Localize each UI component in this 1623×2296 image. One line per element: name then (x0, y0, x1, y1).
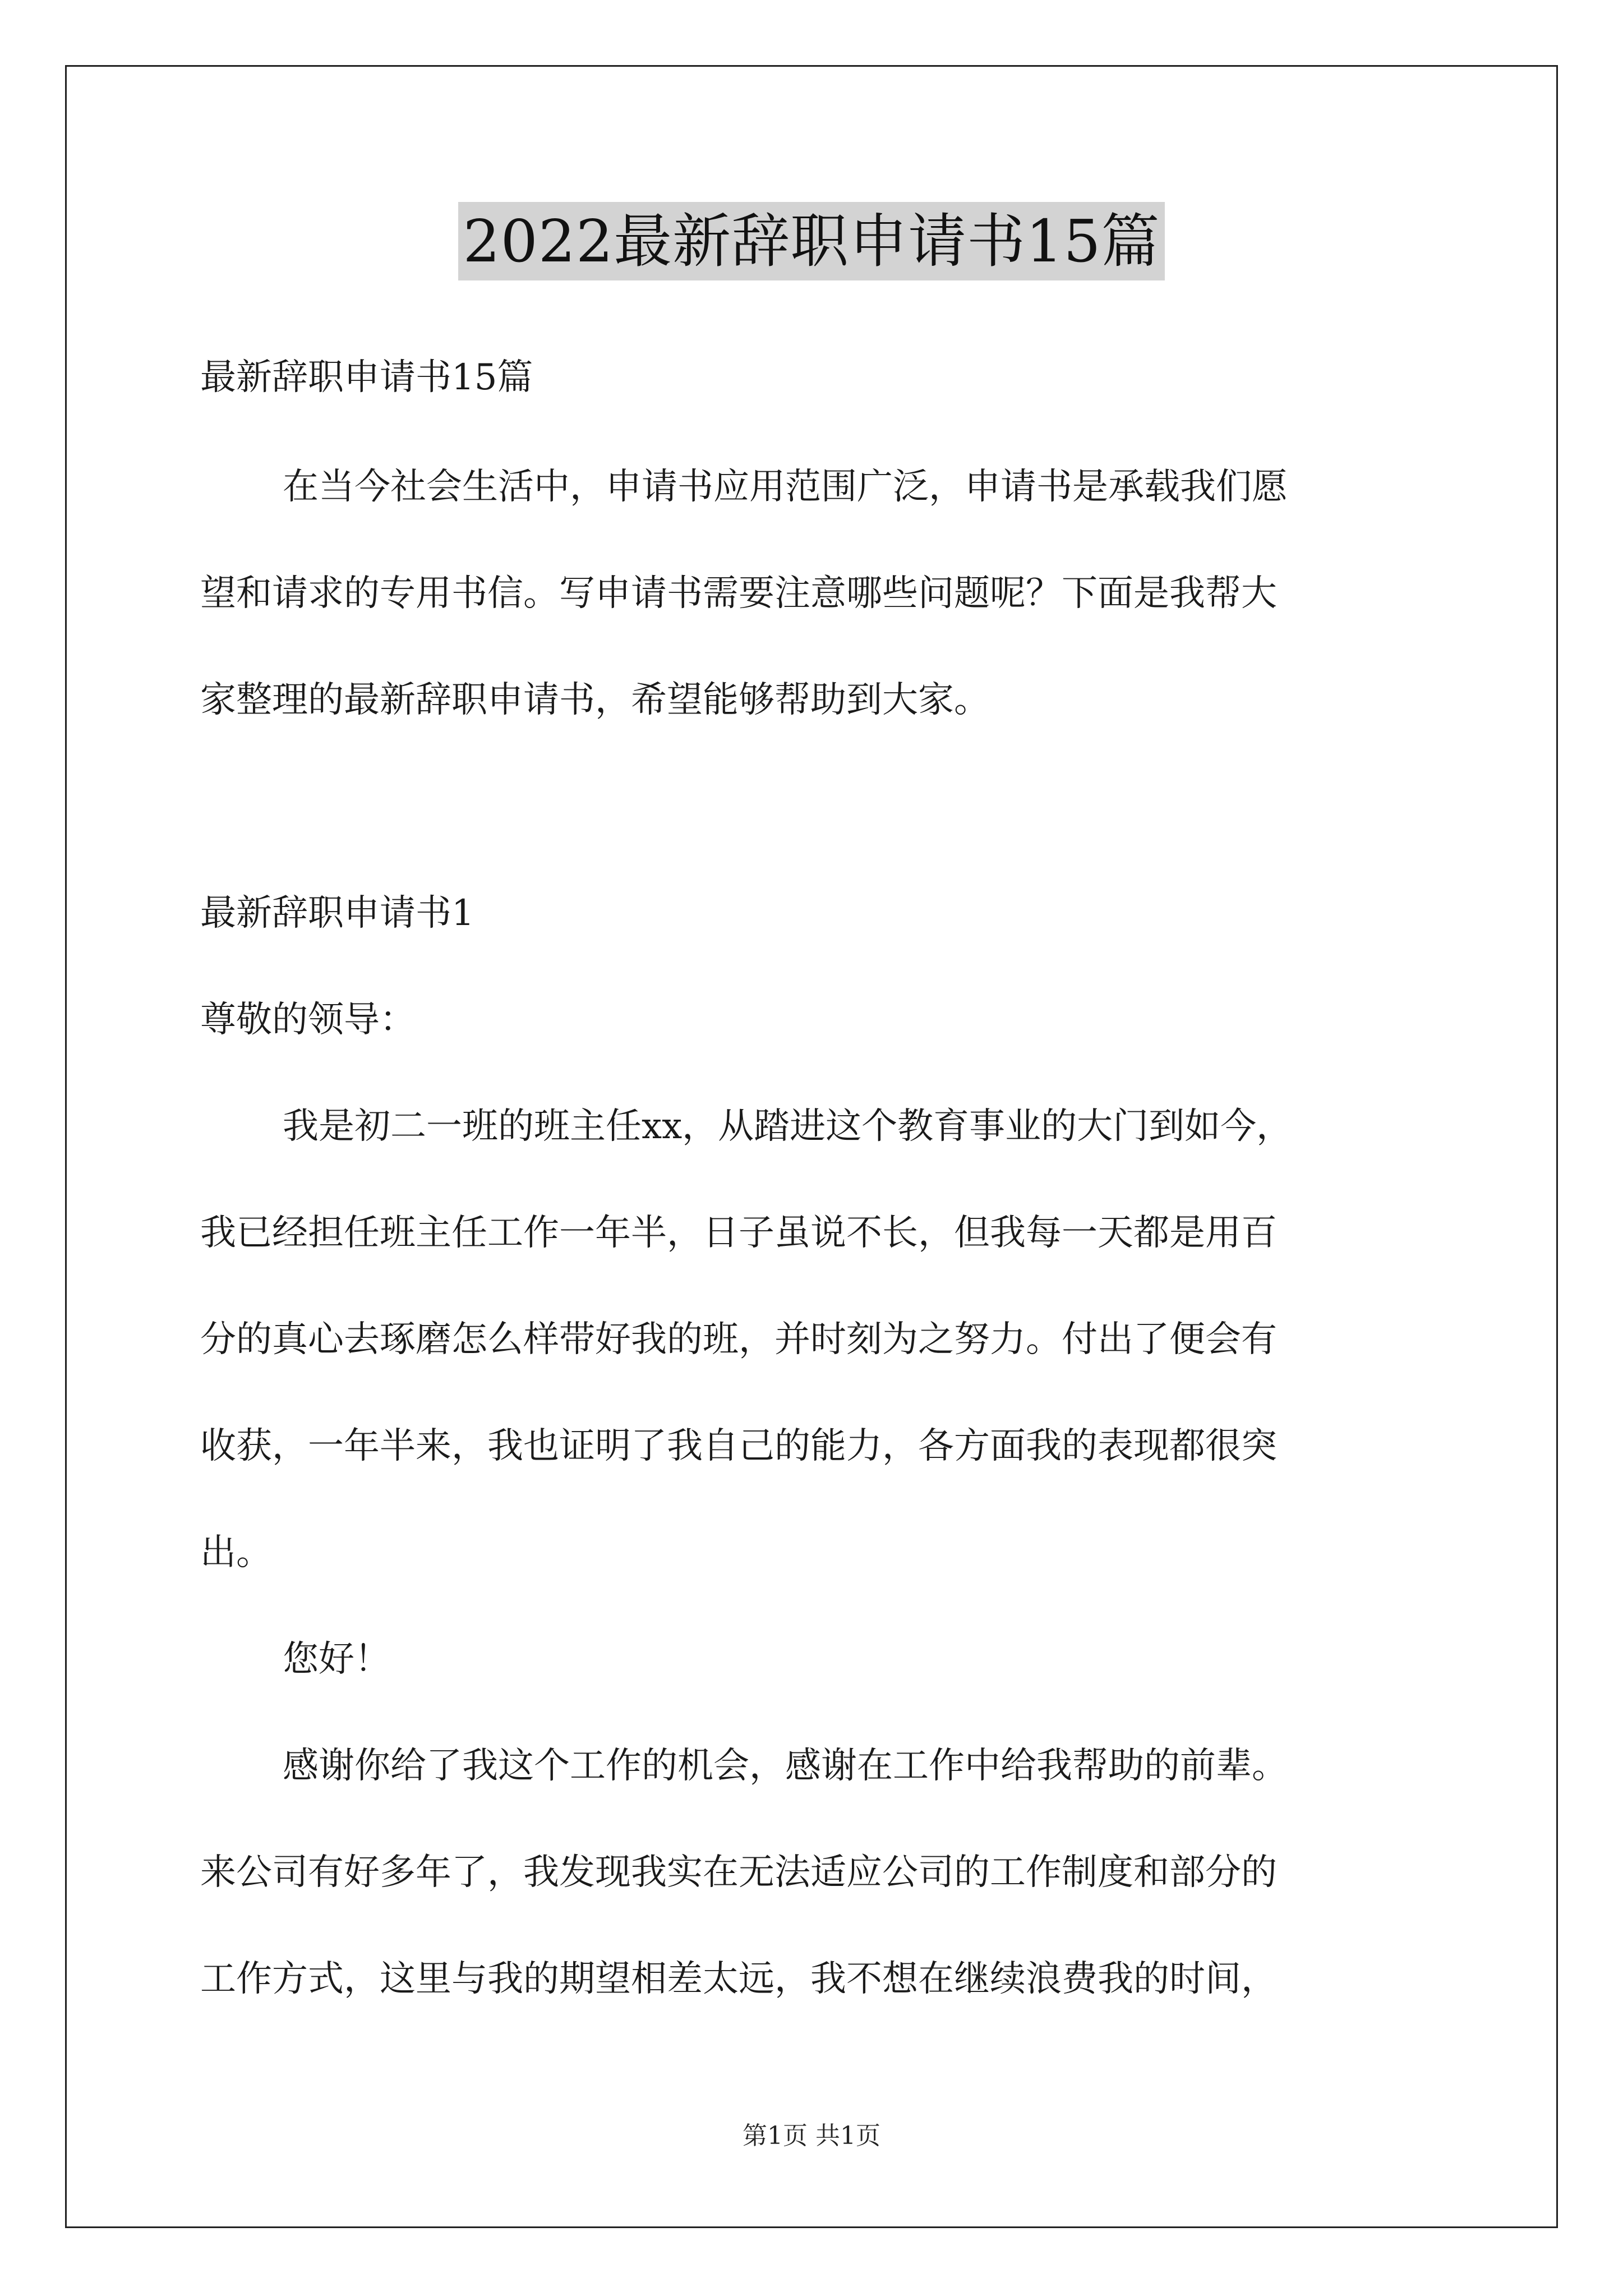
paragraph-1-line-2: 我已经担任班主任工作一年半，日子虽说不长，但我每一天都是用百 (200, 1212, 1277, 1254)
page-footer: 第1页 共1页 (743, 2122, 880, 2150)
intro-paragraph-line-3: 家整理的最新辞职申请书，希望能够帮助到大家。 (200, 679, 990, 721)
intro-paragraph-line-1: 在当今社会生活中，申请书应用范围广泛，申请书是承载我们愿 (283, 466, 1288, 508)
intro-paragraph-line-2: 望和请求的专用书信。写申请书需要注意哪些问题呢？下面是我帮大 (200, 573, 1277, 614)
title-container (0, 202, 1623, 280)
section-heading: 最新辞职申请书1 (200, 892, 474, 934)
salutation: 尊敬的领导： (200, 999, 416, 1041)
paragraph-1-line-3: 分的真心去琢磨怎么样带好我的班，并时刻为之努力。付出了便会有 (200, 1319, 1277, 1360)
paragraph-1-line-5: 出。 (200, 1532, 272, 1573)
paragraph-2-line-1: 感谢你给了我这个工作的机会，感谢在工作中给我帮助的前辈。 (283, 1745, 1288, 1787)
paragraph-1-line-1: 我是初二一班的班主任xx，从踏进这个教育事业的大门到如今， (283, 1106, 1293, 1147)
greeting-line: 您好！ (283, 1639, 390, 1680)
paragraph-1-line-4: 收获，一年半来，我也证明了我自己的能力，各方面我的表现都很突 (200, 1425, 1277, 1467)
document-title: 2022最新辞职申请书15篇 (458, 202, 1164, 280)
subtitle-line: 最新辞职申请书15篇 (200, 357, 533, 398)
paragraph-2-line-3: 工作方式，这里与我的期望相差太远，我不想在继续浪费我的时间， (200, 1958, 1277, 2000)
paragraph-2-line-2: 来公司有好多年了，我发现我实在无法适应公司的工作制度和部分的 (200, 1852, 1277, 1893)
